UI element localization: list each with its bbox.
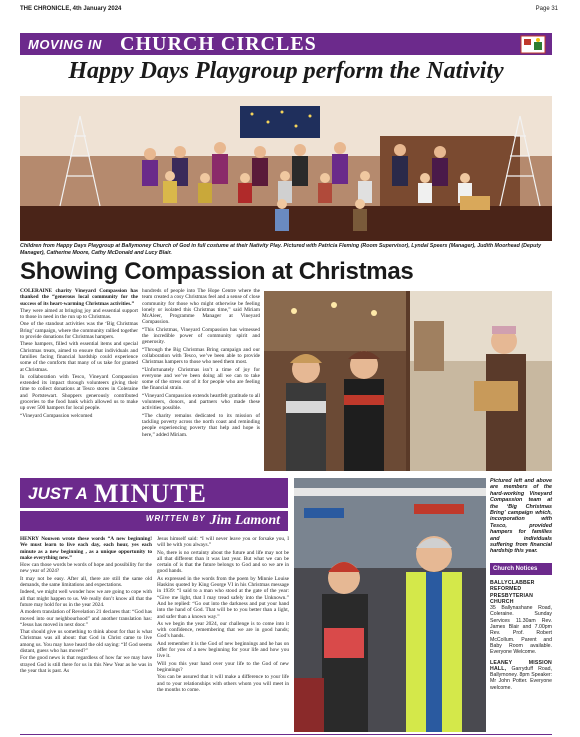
- paragraph: As expressed in the words from the poem by Minnie Louise Haskins quoted by King George VI in his Christmas message in 1939: “I said to a man who stood at the gate of the year: “Give me light, that I may tread safely into the Unknown.” And he replied: “Go out into the darkness and put your hand into the hand of God. That will be to you better than a light, and safer than a known way.”: [157, 575, 289, 620]
- nativity-caption: Children from Happy Days Playgroup at Ballymoney Church of God in full costume at their Nativity Play. Pictured with Patricia Fleming (Room Supervisor), Lyndal Speers (Manager), Judith Moorhead (Deputy Manager), Catherine Moore, Cathy McDonald and Lucy Blair.: [20, 243, 542, 256]
- christmas-card-icon: [520, 34, 546, 54]
- paragraph: As we begin the year 2024, our challenge is to come into it with confidence, remembering that we are in good hands; God’s hands.: [157, 620, 289, 640]
- tesco-volunteers-photo: [294, 478, 486, 732]
- notice-title: [490, 660, 552, 691]
- paragraph: No, there is no certainty about the future and life may not be all that different than it was last year. But what we can be certain of is that the future belongs to God and so we are in good hands.: [157, 549, 289, 575]
- minute-column-1: [20, 536, 152, 734]
- nativity-headline: Happy Days Playgroup perform the Nativity: [68, 58, 504, 84]
- paragraph: How can those words be words of hope and possibility for the new year of 2024?: [20, 562, 152, 575]
- paragraph: It may not be easy. After all, there are still the same old demands, the same limitations and expectations.: [20, 575, 152, 589]
- lead-paragraph: HENRY Nouwen wrote these words “A new beginning! We must learn to live each day, each hour, yes each minute as a new beginning , as a unique opportunity to make everything new.”: [20, 536, 152, 561]
- paragraph: hundreds of people into The Hope Centre where the team created a cosy Christmas feel and a sense of close community for those who might otherwise be feeling lonely or isolated this Christmas time,” said Miriam McAleer, Programme Manager at Vineyard Compassion.: [142, 288, 260, 326]
- notice-body: 35 Ballynashane Road, Coleraine. Sunday Services 11.30am Rev. James Blair and 7.00pm Rev. Prof. Robert McCollum. Parent and Baby Room available. Everyone Welcome.: [490, 605, 552, 656]
- newspaper-date: THE CHRONICLE, 4th January 2024: [20, 6, 122, 12]
- written-by-label: WRITTEN BY: [145, 514, 206, 523]
- page-number: Page 31: [535, 6, 558, 12]
- banner-kicker: JUST A: [28, 484, 88, 503]
- paragraph: A modern translation of Revelation 21 declares that: “God has moved into our neighbourhood” and another translation has: “Jesus has moved in next door.”: [20, 609, 152, 628]
- paragraph: Will you this year hand over your life to the God of new beginnings?: [157, 660, 289, 673]
- page-bottom-rule: [20, 734, 552, 735]
- church-circles-banner: [20, 33, 552, 55]
- paragraph: For the good news is that regardless of how far we may have strayed God is still there for us in this New Year as he was in the year that is past. As: [20, 655, 152, 674]
- paragraph: [20, 536, 152, 561]
- paragraph: That should give us something to think about for that is what Christmas was all about: that God in Christ came to live among us. You may have heard the old saying: “If God seems distant, guess who has moved?”: [20, 629, 152, 655]
- nativity-photo: [20, 96, 552, 241]
- paragraph: “This Christmas, Vineyard Compassion has witnessed the incredible power of community spirit and generosity.: [142, 326, 260, 346]
- paragraph: “The charity remains dedicated to its mission of tackling poverty across the north coast and reminding people experiencing poverty that help and hope is here,” added Miriam.: [142, 412, 260, 438]
- compassion-column-2: [142, 288, 260, 473]
- paragraph: “Vineyard Compassion welcomed: [20, 412, 93, 419]
- banner-kicker: MOVING IN: [28, 37, 102, 52]
- compassion-team-illustration: [264, 291, 552, 471]
- paragraph: Jesus himself said: “I will never leave you or forsake you, I will be with you always.”: [157, 536, 289, 549]
- nativity-scene-illustration: [20, 96, 552, 241]
- compassion-headline: Showing Compassion at Christmas: [20, 258, 414, 285]
- minute-column-2: [157, 536, 289, 734]
- just-a-minute-banner: [20, 478, 288, 508]
- banner-title: CHURCH CIRCLES: [120, 33, 317, 55]
- compassion-team-photos: [264, 291, 552, 471]
- paragraph: “Through the Big Christmas Bring campaign and our collaboration with Tesco, we’ve been able to provide Christmas hampers to those who need them most.: [142, 346, 260, 366]
- paragraph: “Vineyard Compassion extends heartfelt gratitude to all volunteers, donors, and partners who made these activities possible.: [142, 392, 260, 412]
- banner-title: MINUTE: [94, 479, 207, 508]
- paragraph: These hampers, filled with essential items and special Christmas treats, aimed to ensure that individuals and families facing financial hardship could experience some of the comforts that many of us take for granted at Christmas.: [20, 341, 138, 373]
- byline: [20, 511, 288, 531]
- notice-title-text: LEANEY MISSION HALL,: [490, 659, 552, 672]
- compassion-column-1: [20, 288, 138, 473]
- church-notices-list: [490, 580, 552, 691]
- paragraph: One of the standout activities was the ‘Big Christmas Bring’ campaign, where the community rallied together to provide donations for Christmas hampers.: [20, 321, 138, 341]
- lead-paragraph: COLERAINE charity Vineyard Compassion has thanked the “generous local community for the success of its heart-warming Christmas activities.”: [20, 288, 138, 307]
- paragraph: And remember it is the God of new beginnings and he has on offer for you of a new beginning for your life and how you live it.: [157, 640, 289, 660]
- paragraph: [20, 288, 138, 307]
- paragraph: “Unfortunately Christmas isn’t a time of joy for everyone and we’ve been doing all we can to take some of the stress out of it for people who are feeling the financial strain.: [142, 366, 260, 392]
- church-notices-header: Church Notices: [490, 563, 552, 575]
- paragraph: Indeed, we might well wonder how we are going to cope with all that might happen to us. We really don’t know all that the future may hold for us in the year 2024.: [20, 589, 152, 608]
- paragraph: They were aimed at bringing joy and essential support to those in need in the run up to Christmas.: [20, 307, 138, 321]
- notice-body: Garryduff Road, Ballymoney. 8pm Speaker: Mr John Potter. Everyone welcome.: [490, 665, 552, 691]
- paragraph: In collaboration with Tesco, Vineyard Compassion extended its impact through volunteers giving their time to collect donations at Tesco stores in Coleraine and Portstewart. Shoppers generously contributed groceries to the food bank which allowed us to make up over 500 hampers for local people.: [20, 373, 138, 412]
- notice-title-text: BALLYCLABBER REFORMED PRESBYTERIAN CHURCH: [490, 580, 535, 605]
- photo-side-caption: Pictured left and above are members of the hard-working Vineyard Compassion team at the ‘Big Christmas Bring’ campaign which, incorporation with Tesco, provided hampers for families and individuals suffering from financial hardship this year.: [490, 478, 552, 555]
- tesco-volunteers-illustration: [294, 478, 486, 732]
- author-name: Jim Lamont: [209, 513, 280, 528]
- paragraph: You can be assured that it will make a difference to your life and to your relationships with others whom you will meet in the months to come.: [157, 674, 289, 693]
- notice-title: [490, 580, 552, 605]
